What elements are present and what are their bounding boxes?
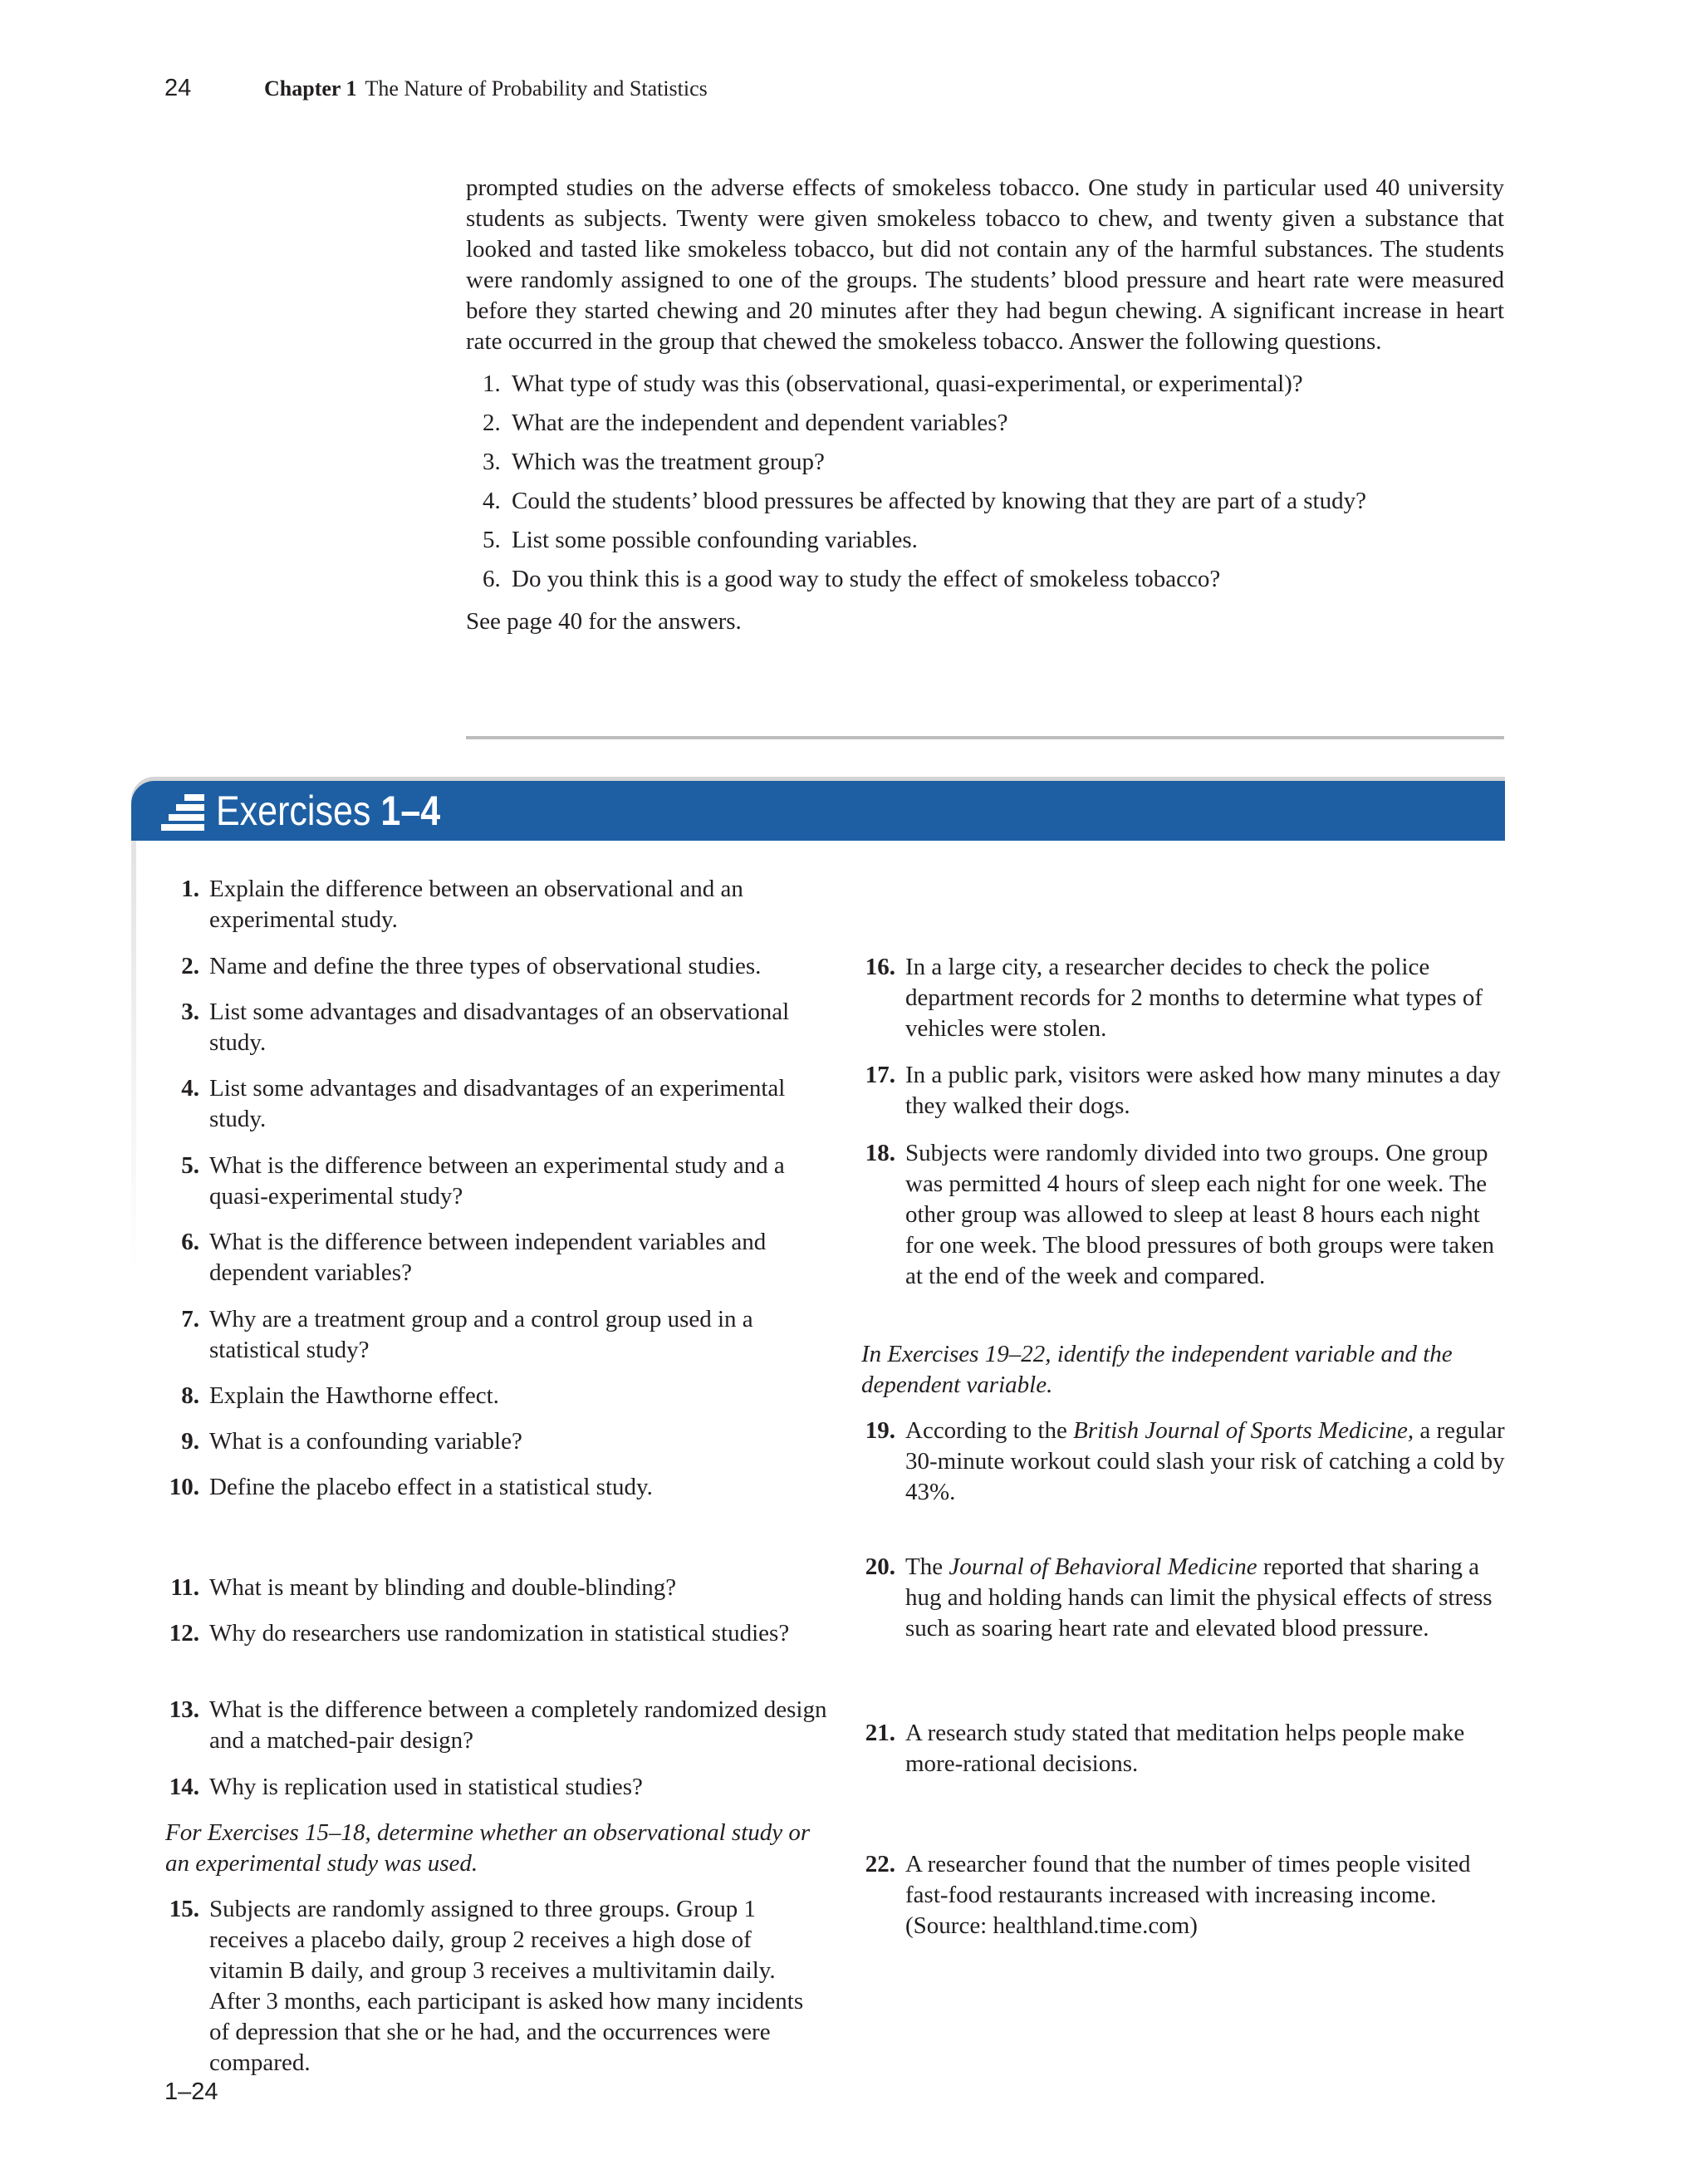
chapter-label: Chapter 1 [264, 76, 357, 101]
exercises-label: Exercises [216, 788, 371, 834]
exercise-number: 5. [181, 1152, 199, 1179]
exercise-number: 13. [169, 1696, 199, 1723]
journal-title: Journal of Behavioral Medicine [949, 1553, 1257, 1580]
exercise-item [169, 1894, 816, 2078]
exercise-item [865, 952, 1512, 1044]
exercise-number: 22. [865, 1851, 895, 1877]
exercise-item [865, 1138, 1512, 1292]
exercise-text: Why are a treatment group and a control group used in a statistical study? [209, 1306, 753, 1363]
exercise-text-part: The [905, 1553, 949, 1580]
question-item [483, 447, 1504, 478]
exercise-text: Why do researchers use randomization in statistical studies? [209, 1620, 790, 1647]
exercise-number: 8. [181, 1382, 199, 1409]
exercise-number: 2. [181, 953, 199, 979]
question-text: Do you think this is a good way to study the effect of smokeless tobacco? [512, 566, 1221, 592]
answer-reference: See page 40 for the answers. [466, 608, 742, 635]
exercise-number: 6. [181, 1229, 199, 1255]
exercise-item [181, 1304, 841, 1366]
exercise-item [865, 1718, 1512, 1779]
question-text: List some possible confounding variables. [512, 527, 918, 553]
question-number: 1. [483, 371, 501, 397]
exercise-text: List some advantages and disadvantages of an observational study. [209, 999, 790, 1056]
question-number: 4. [483, 488, 501, 514]
exercise-item [181, 1381, 841, 1411]
exercise-item [181, 874, 841, 935]
question-number: 6. [483, 566, 501, 592]
exercise-text: Define the placebo effect in a statistical study. [209, 1474, 653, 1500]
exercise-number: 12. [169, 1620, 199, 1647]
exercise-instruction: For Exercises 15–18, determine whether an observational study or an experimental study was used. [165, 1819, 811, 1877]
question-item [483, 486, 1504, 517]
exercise-text: A researcher found that the number of times people visited fast-food restaurants increased with increasing income. (Source: healthland.time.com) [905, 1851, 1471, 1939]
exercise-number: 4. [181, 1075, 199, 1102]
stairs-icon [161, 794, 204, 831]
question-text: What are the independent and dependent variables? [512, 410, 1008, 436]
question-number: 3. [483, 449, 501, 475]
exercise-number: 20. [865, 1553, 895, 1580]
exercises-section-number: 1–4 [380, 788, 441, 834]
question-item [483, 408, 1504, 439]
exercise-item [865, 1060, 1512, 1121]
question-number: 5. [483, 527, 501, 553]
exercise-text-part: reported that sharing a hug and holding hands can limit the physical effects of stress such as soaring heart rate and elevated blood pressure. [905, 1553, 1493, 1642]
exercise-item [169, 1472, 841, 1503]
exercise-item [169, 1772, 841, 1803]
exercise-number: 3. [181, 999, 199, 1025]
exercise-item [181, 997, 841, 1058]
section-divider [466, 736, 1504, 739]
exercise-item [865, 1416, 1512, 1508]
question-item [483, 564, 1504, 595]
question-number: 2. [483, 410, 501, 436]
exercise-text: A research study stated that meditation helps people make more-rational decisions. [905, 1720, 1465, 1777]
exercise-text: Explain the Hawthorne effect. [209, 1382, 499, 1409]
exercise-number: 18. [865, 1140, 895, 1166]
question-text: Could the students’ blood pressures be affected by knowing that they are part of a study? [512, 488, 1366, 514]
exercise-item [169, 1618, 841, 1649]
exercise-text-part: a regular 30-minute workout could slash your risk of catching a cold by 43%. [905, 1417, 1505, 1505]
exercises-title [216, 786, 440, 836]
journal-title: British Journal of Sports Medicine, [1073, 1417, 1414, 1444]
exercise-text: In a large city, a researcher decides to check the police department records for 2 months to determine what types of vehicles were stolen. [905, 954, 1483, 1042]
exercise-text: Subjects are randomly assigned to three groups. Group 1 receives a placebo daily, group 2 receives a high dose of vitamin B daily, and group 3 receives a multivitamin daily. After 3 months, each participant is asked how many incidents of depression that she or he had, and the occurrences were compared. [209, 1896, 804, 2076]
case-study-questions [466, 369, 1504, 595]
exercise-text: What is the difference between an experimental study and a quasi-experimental study? [209, 1152, 785, 1210]
exercise-number: 16. [865, 954, 895, 980]
question-item [483, 369, 1504, 400]
exercise-text: In a public park, visitors were asked how many minutes a day they walked their dogs. [905, 1062, 1501, 1119]
banner-shadow [131, 841, 136, 1273]
exercise-item [181, 1151, 841, 1212]
question-item [483, 525, 1504, 556]
exercise-text: What is a confounding variable? [209, 1428, 522, 1455]
exercise-text: Explain the difference between an observational and an experimental study. [209, 876, 743, 933]
chapter-title: The Nature of Probability and Statistics [365, 76, 708, 101]
exercise-number: 7. [181, 1306, 199, 1332]
exercise-number: 11. [170, 1574, 199, 1601]
case-study-text [466, 173, 1504, 637]
page-number: 24 [164, 75, 192, 101]
exercise-text: Name and define the three types of observational studies. [209, 953, 762, 979]
running-header [264, 76, 708, 101]
exercise-text: Why is replication used in statistical studies? [209, 1774, 643, 1800]
exercise-text: List some advantages and disadvantages of an experimental study. [209, 1075, 786, 1132]
exercise-item [865, 1552, 1512, 1644]
exercise-text: What is the difference between a completely randomized design and a matched-pair design? [209, 1696, 827, 1754]
exercise-item [865, 1849, 1512, 1941]
exercises-banner [131, 781, 1505, 841]
question-text: Which was the treatment group? [512, 449, 825, 475]
exercise-item [170, 1573, 841, 1603]
exercise-text: What is the difference between independent variables and dependent variables? [209, 1229, 767, 1286]
folio: 1–24 [164, 2078, 218, 2105]
exercise-text: Subjects were randomly divided into two groups. One group was permitted 4 hours of sleep each night for one week. The other group was allowed to sleep at least 8 hours each night for one week. The blood pressures of both groups were taken at the end of the week and compared. [905, 1140, 1494, 1289]
exercise-number: 17. [865, 1062, 895, 1088]
exercise-instruction: In Exercises 19–22, identify the independent variable and the dependent variable. [861, 1341, 1453, 1398]
exercise-number: 10. [169, 1474, 199, 1500]
question-text: What type of study was this (observational, quasi-experimental, or experimental)? [512, 371, 1303, 397]
exercise-item [181, 1073, 841, 1135]
case-study-paragraph: prompted studies on the adverse effects of smokeless tobacco. One study in particular used 40 university students as subjects. Twenty were given smokeless tobacco to chew, and twenty given a substance that looked and tasted like smokeless tobacco, but did not contain any of the harmful substances. The students were randomly assigned to one of the groups. The students’ blood pressure and heart rate were measured before they started chewing and 20 minutes after they had begun chewing. A significant increase in heart rate occurred in the group that chewed the smokeless tobacco. Answer the following questions. [466, 174, 1504, 355]
exercise-item [169, 1695, 841, 1756]
exercise-number: 21. [865, 1720, 895, 1746]
exercise-number: 19. [865, 1417, 895, 1444]
exercise-item [181, 1227, 841, 1288]
exercise-item [181, 951, 841, 982]
exercise-number: 15. [169, 1896, 199, 1922]
exercise-number: 9. [181, 1428, 199, 1455]
exercise-number: 14. [169, 1774, 199, 1800]
exercise-number: 1. [181, 876, 199, 902]
exercise-text-part: According to the [905, 1417, 1074, 1444]
exercise-text: What is meant by blinding and double-blinding? [209, 1574, 677, 1601]
exercise-item [181, 1426, 841, 1457]
